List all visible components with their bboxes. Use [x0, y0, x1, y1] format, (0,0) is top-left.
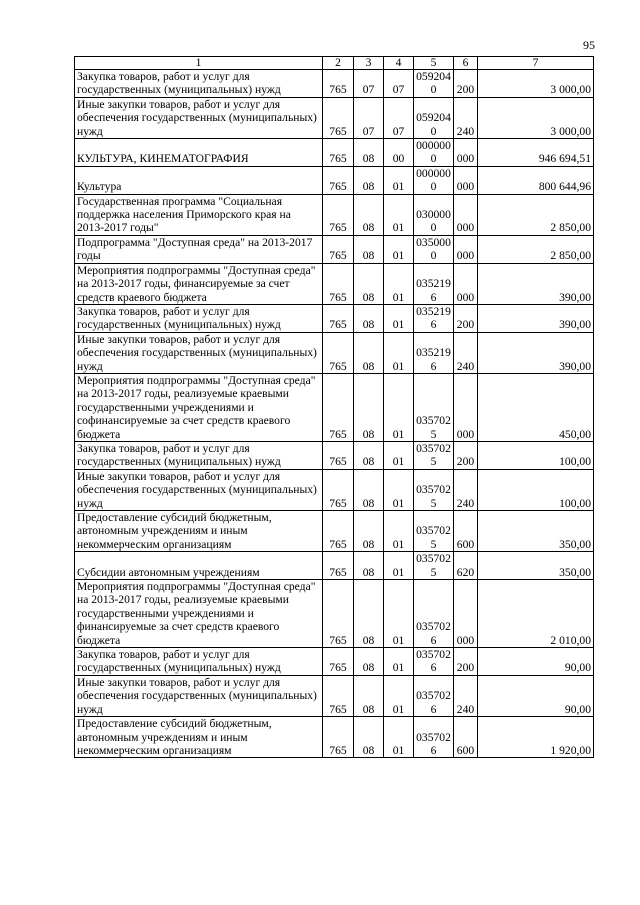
row-amount — [478, 373, 594, 441]
row-amount-text: 100,00 — [559, 496, 591, 510]
row-expense-type-text: 600 — [456, 537, 475, 551]
row-name — [75, 580, 323, 648]
row-target-article-text: 0357025 — [416, 524, 451, 551]
row-department-code-text: 765 — [329, 124, 347, 138]
row-expense-type — [454, 166, 478, 194]
row-subsection-code-text: 01 — [392, 702, 405, 716]
row-department-code — [323, 373, 354, 441]
row-expense-type-text: 600 — [456, 743, 475, 757]
row-department-code-text: 765 — [329, 633, 347, 647]
row-name — [75, 304, 323, 332]
row-amount — [478, 263, 594, 304]
table-body — [75, 70, 594, 758]
row-name — [75, 194, 323, 235]
row-name — [75, 263, 323, 304]
row-subsection-code-text: 01 — [392, 743, 405, 757]
row-subsection-code — [384, 552, 414, 580]
column-header: 1 — [75, 57, 323, 70]
row-expense-type-text: 620 — [456, 565, 475, 579]
row-expense-type — [454, 469, 478, 510]
table-row — [75, 235, 594, 263]
column-header: 3 — [354, 57, 384, 70]
row-department-code — [323, 332, 354, 373]
row-department-code — [323, 717, 354, 758]
row-name — [75, 97, 323, 138]
row-name — [75, 373, 323, 441]
row-target-article — [414, 166, 454, 194]
row-section-code — [354, 97, 384, 138]
row-expense-type-text: 000 — [456, 152, 475, 166]
row-expense-type-text: 000 — [456, 180, 475, 194]
row-amount-text: 3 000,00 — [550, 83, 591, 97]
table-row — [75, 373, 594, 441]
row-section-code-text: 08 — [362, 743, 375, 757]
row-section-code-text: 08 — [362, 180, 375, 194]
row-section-code-text: 08 — [362, 290, 375, 304]
row-amount — [478, 441, 594, 469]
row-expense-type — [454, 263, 478, 304]
row-name-text: Предоставление субсидий бюджетным, автономным учреждениям и иным некоммерческим организациям — [77, 511, 272, 551]
row-name — [75, 70, 323, 98]
row-expense-type-text: 240 — [456, 359, 475, 373]
row-amount-text: 390,00 — [559, 318, 591, 332]
row-department-code — [323, 580, 354, 648]
row-expense-type — [454, 675, 478, 716]
column-header: 2 — [323, 57, 354, 70]
row-name-text: Иные закупки товаров, работ и услуг для обеспечения государственных (муниципальных) нужд — [77, 332, 317, 373]
row-subsection-code — [384, 304, 414, 332]
row-expense-type — [454, 304, 478, 332]
row-amount — [478, 717, 594, 758]
row-subsection-code — [384, 70, 414, 98]
row-section-code — [354, 373, 384, 441]
row-section-code — [354, 675, 384, 716]
row-subsection-code-text: 00 — [392, 152, 405, 166]
row-department-code — [323, 166, 354, 194]
row-name — [75, 675, 323, 716]
row-section-code — [354, 166, 384, 194]
row-target-article — [414, 373, 454, 441]
row-section-code — [354, 194, 384, 235]
row-target-article — [414, 194, 454, 235]
row-subsection-code-text: 01 — [392, 537, 405, 551]
row-name-text: Иные закупки товаров, работ и услуг для обеспечения государственных (муниципальных) нужд — [77, 97, 317, 138]
row-section-code — [354, 139, 384, 167]
row-subsection-code-text: 01 — [392, 565, 405, 579]
row-name-text: Предоставление субсидий бюджетным, автономным учреждениям и иным некоммерческим организациям — [77, 717, 272, 757]
row-expense-type-text: 000 — [456, 249, 475, 263]
row-department-code-text: 765 — [329, 318, 347, 332]
row-target-article — [414, 675, 454, 716]
row-department-code — [323, 648, 354, 676]
row-name-text: Государственная программа "Социальная поддержка населения Приморского края на 2013-2017 годы" — [77, 194, 291, 235]
table-row — [75, 441, 594, 469]
row-name — [75, 552, 323, 580]
row-subsection-code — [384, 717, 414, 758]
row-subsection-code-text: 01 — [392, 455, 405, 469]
row-amount-text: 800 644,96 — [538, 180, 591, 194]
row-section-code — [354, 648, 384, 676]
page-number: 95 — [583, 38, 595, 52]
row-subsection-code-text: 01 — [392, 318, 405, 332]
row-subsection-code-text: 07 — [392, 124, 405, 138]
table-row — [75, 194, 594, 235]
row-department-code-text: 765 — [329, 743, 347, 757]
row-department-code-text: 765 — [329, 221, 347, 235]
row-expense-type-text: 200 — [456, 318, 475, 332]
row-target-article — [414, 304, 454, 332]
row-amount-text: 2 010,00 — [550, 633, 591, 647]
row-section-code — [354, 717, 384, 758]
row-expense-type-text: 000 — [456, 633, 475, 647]
table-row — [75, 511, 594, 552]
row-name — [75, 235, 323, 263]
row-amount — [478, 166, 594, 194]
row-expense-type — [454, 235, 478, 263]
row-section-code-text: 08 — [362, 702, 375, 716]
row-expense-type — [454, 511, 478, 552]
row-section-code-text: 07 — [362, 124, 375, 138]
row-target-article-text: 0592040 — [416, 111, 451, 138]
row-name — [75, 469, 323, 510]
row-name-text: Закупка товаров, работ и услуг для государственных (муниципальных) нужд — [77, 441, 281, 469]
row-expense-type — [454, 552, 478, 580]
row-amount — [478, 332, 594, 373]
row-name-text: Иные закупки товаров, работ и услуг для обеспечения государственных (муниципальных) нужд — [77, 675, 317, 716]
row-name-text: Мероприятия подпрограммы "Доступная среда" на 2013-2017 годы, реализуемые краевыми государственными учреждениями и софинансируемые за счет средств краевого бюджета — [77, 373, 316, 441]
row-target-article-text: 0357026 — [416, 730, 451, 757]
row-name — [75, 332, 323, 373]
row-amount-text: 350,00 — [559, 537, 591, 551]
row-department-code-text: 765 — [329, 290, 347, 304]
row-name-text: КУЛЬТУРА, КИНЕМАТОГРАФИЯ — [77, 152, 249, 166]
row-expense-type — [454, 332, 478, 373]
row-section-code-text: 07 — [362, 83, 375, 97]
row-name — [75, 648, 323, 676]
row-expense-type-text: 200 — [456, 661, 475, 675]
row-section-code — [354, 235, 384, 263]
row-department-code-text: 765 — [329, 702, 347, 716]
table-row — [75, 166, 594, 194]
row-name — [75, 441, 323, 469]
row-target-article — [414, 235, 454, 263]
row-expense-type-text: 240 — [456, 496, 475, 510]
row-department-code — [323, 194, 354, 235]
row-section-code-text: 08 — [362, 152, 375, 166]
row-amount — [478, 552, 594, 580]
row-subsection-code — [384, 332, 414, 373]
row-name-text: Иные закупки товаров, работ и услуг для обеспечения государственных (муниципальных) нужд — [77, 469, 317, 510]
row-amount — [478, 194, 594, 235]
row-section-code — [354, 469, 384, 510]
row-subsection-code — [384, 580, 414, 648]
row-section-code-text: 08 — [362, 249, 375, 263]
row-target-article — [414, 263, 454, 304]
row-amount-text: 2 850,00 — [550, 249, 591, 263]
row-expense-type-text: 240 — [456, 124, 475, 138]
row-expense-type-text: 000 — [456, 221, 475, 235]
table-row — [75, 263, 594, 304]
row-department-code-text: 765 — [329, 565, 347, 579]
row-expense-type — [454, 441, 478, 469]
row-department-code-text: 765 — [329, 427, 347, 441]
row-amount-text: 390,00 — [559, 359, 591, 373]
row-amount-text: 3 000,00 — [550, 124, 591, 138]
row-subsection-code-text: 01 — [392, 359, 405, 373]
row-subsection-code-text: 01 — [392, 249, 405, 263]
row-name — [75, 717, 323, 758]
row-department-code — [323, 675, 354, 716]
budget-table — [74, 56, 594, 758]
table-row — [75, 648, 594, 676]
row-subsection-code-text: 01 — [392, 661, 405, 675]
row-expense-type — [454, 373, 478, 441]
row-amount — [478, 97, 594, 138]
row-amount-text: 90,00 — [564, 702, 591, 716]
row-section-code — [354, 332, 384, 373]
row-target-article-text: 0357025 — [416, 414, 451, 441]
row-target-article — [414, 332, 454, 373]
row-target-article-text: 0357025 — [416, 441, 451, 469]
row-section-code-text: 08 — [362, 221, 375, 235]
row-department-code — [323, 70, 354, 98]
row-expense-type-text: 000 — [456, 290, 475, 304]
row-amount-text: 90,00 — [564, 661, 591, 675]
row-section-code — [354, 263, 384, 304]
row-amount-text: 350,00 — [559, 565, 591, 579]
row-section-code-text: 08 — [362, 427, 375, 441]
row-target-article — [414, 70, 454, 98]
row-subsection-code — [384, 441, 414, 469]
row-name — [75, 166, 323, 194]
row-subsection-code-text: 01 — [392, 633, 405, 647]
table-row — [75, 580, 594, 648]
row-section-code — [354, 580, 384, 648]
row-section-code-text: 08 — [362, 633, 375, 647]
row-name — [75, 139, 323, 167]
row-amount — [478, 469, 594, 510]
row-department-code — [323, 304, 354, 332]
row-department-code-text: 765 — [329, 249, 347, 263]
column-header: 4 — [384, 57, 414, 70]
row-department-code-text: 765 — [329, 83, 347, 97]
row-expense-type-text: 000 — [456, 427, 475, 441]
row-target-article-text: 0357026 — [416, 648, 451, 675]
table-row — [75, 97, 594, 138]
row-name-text: Мероприятия подпрограммы "Доступная среда" на 2013-2017 годы, финансируемые за счет средств краевого бюджета — [77, 263, 316, 304]
row-section-code-text: 08 — [362, 496, 375, 510]
row-target-article-text: 0000000 — [416, 139, 451, 166]
row-section-code-text: 08 — [362, 565, 375, 579]
row-section-code-text: 08 — [362, 455, 375, 469]
row-subsection-code-text: 01 — [392, 221, 405, 235]
row-amount — [478, 235, 594, 263]
row-expense-type-text: 200 — [456, 83, 475, 97]
row-target-article — [414, 552, 454, 580]
row-amount-text: 450,00 — [559, 427, 591, 441]
row-subsection-code — [384, 166, 414, 194]
row-department-code-text: 765 — [329, 496, 347, 510]
row-amount — [478, 511, 594, 552]
row-amount — [478, 675, 594, 716]
row-department-code — [323, 263, 354, 304]
row-amount-text: 100,00 — [559, 455, 591, 469]
row-subsection-code-text: 01 — [392, 496, 405, 510]
table-row — [75, 469, 594, 510]
row-section-code — [354, 511, 384, 552]
row-amount-text: 2 850,00 — [550, 221, 591, 235]
column-header: 5 — [414, 57, 454, 70]
row-department-code-text: 765 — [329, 180, 347, 194]
row-department-code-text: 765 — [329, 455, 347, 469]
row-expense-type-text: 240 — [456, 702, 475, 716]
row-amount-text: 390,00 — [559, 290, 591, 304]
row-department-code — [323, 441, 354, 469]
row-section-code-text: 08 — [362, 661, 375, 675]
row-target-article — [414, 469, 454, 510]
row-section-code-text: 08 — [362, 318, 375, 332]
row-name — [75, 511, 323, 552]
row-subsection-code — [384, 235, 414, 263]
row-subsection-code — [384, 511, 414, 552]
row-target-article-text: 0357025 — [416, 483, 451, 510]
row-name-text: Субсидии автономным учреждениям — [77, 565, 260, 579]
row-target-article-text: 0352196 — [416, 346, 451, 373]
row-subsection-code-text: 01 — [392, 427, 405, 441]
row-department-code-text: 765 — [329, 661, 347, 675]
row-subsection-code — [384, 469, 414, 510]
row-section-code-text: 08 — [362, 359, 375, 373]
row-section-code-text: 08 — [362, 537, 375, 551]
row-subsection-code-text: 01 — [392, 290, 405, 304]
row-section-code — [354, 70, 384, 98]
table-row — [75, 717, 594, 758]
row-expense-type — [454, 139, 478, 167]
row-target-article-text: 0352196 — [416, 304, 451, 332]
row-target-article — [414, 97, 454, 138]
row-target-article-text: 0350000 — [416, 235, 451, 263]
row-subsection-code — [384, 373, 414, 441]
row-department-code — [323, 552, 354, 580]
row-expense-type — [454, 648, 478, 676]
row-subsection-code-text: 01 — [392, 180, 405, 194]
row-amount — [478, 304, 594, 332]
row-expense-type-text: 200 — [456, 455, 475, 469]
table-row — [75, 304, 594, 332]
row-department-code — [323, 235, 354, 263]
row-target-article — [414, 511, 454, 552]
row-department-code-text: 765 — [329, 359, 347, 373]
row-target-article-text: 0357026 — [416, 620, 451, 647]
row-expense-type — [454, 580, 478, 648]
row-expense-type — [454, 194, 478, 235]
row-target-article-text: 0000000 — [416, 166, 451, 194]
row-amount-text: 1 920,00 — [550, 743, 591, 757]
row-target-article — [414, 139, 454, 167]
row-amount-text: 946 694,51 — [538, 152, 591, 166]
column-header: 7 — [478, 57, 594, 70]
row-section-code — [354, 304, 384, 332]
row-subsection-code — [384, 139, 414, 167]
row-department-code — [323, 511, 354, 552]
row-department-code-text: 765 — [329, 152, 347, 166]
row-subsection-code — [384, 648, 414, 676]
row-amount — [478, 648, 594, 676]
table-row — [75, 675, 594, 716]
row-amount — [478, 70, 594, 98]
row-subsection-code — [384, 97, 414, 138]
table-row — [75, 552, 594, 580]
row-department-code — [323, 469, 354, 510]
row-expense-type — [454, 70, 478, 98]
row-name-text: Закупка товаров, работ и услуг для государственных (муниципальных) нужд — [77, 304, 281, 332]
table-row — [75, 70, 594, 98]
row-target-article-text: 0592040 — [416, 70, 451, 97]
row-section-code — [354, 441, 384, 469]
row-department-code — [323, 97, 354, 138]
row-department-code-text: 765 — [329, 537, 347, 551]
row-department-code — [323, 139, 354, 167]
column-header: 6 — [454, 57, 478, 70]
row-amount — [478, 139, 594, 167]
row-subsection-code — [384, 263, 414, 304]
row-amount — [478, 580, 594, 648]
row-subsection-code — [384, 675, 414, 716]
row-section-code — [354, 552, 384, 580]
row-name-text: Закупка товаров, работ и услуг для государственных (муниципальных) нужд — [77, 70, 281, 97]
row-expense-type — [454, 97, 478, 138]
row-target-article — [414, 441, 454, 469]
table-row — [75, 139, 594, 167]
row-expense-type — [454, 717, 478, 758]
row-target-article-text: 0352196 — [416, 277, 451, 304]
header-row — [75, 57, 594, 70]
table-row — [75, 332, 594, 373]
row-target-article-text: 0357025 — [416, 552, 451, 579]
row-target-article-text: 0357026 — [416, 689, 451, 716]
row-name-text: Подпрограмма "Доступная среда" на 2013-2017 годы — [77, 235, 313, 263]
row-target-article — [414, 648, 454, 676]
row-subsection-code-text: 07 — [392, 83, 405, 97]
row-subsection-code — [384, 194, 414, 235]
row-name-text: Закупка товаров, работ и услуг для государственных (муниципальных) нужд — [77, 648, 281, 675]
row-target-article-text: 0300000 — [416, 208, 451, 235]
row-target-article — [414, 580, 454, 648]
row-name-text: Мероприятия подпрограммы "Доступная среда" на 2013-2017 годы, реализуемые краевыми государственными учреждениями и финансируемые за счет средств краевого бюджета — [77, 580, 316, 647]
row-target-article — [414, 717, 454, 758]
row-name-text: Культура — [77, 180, 122, 194]
